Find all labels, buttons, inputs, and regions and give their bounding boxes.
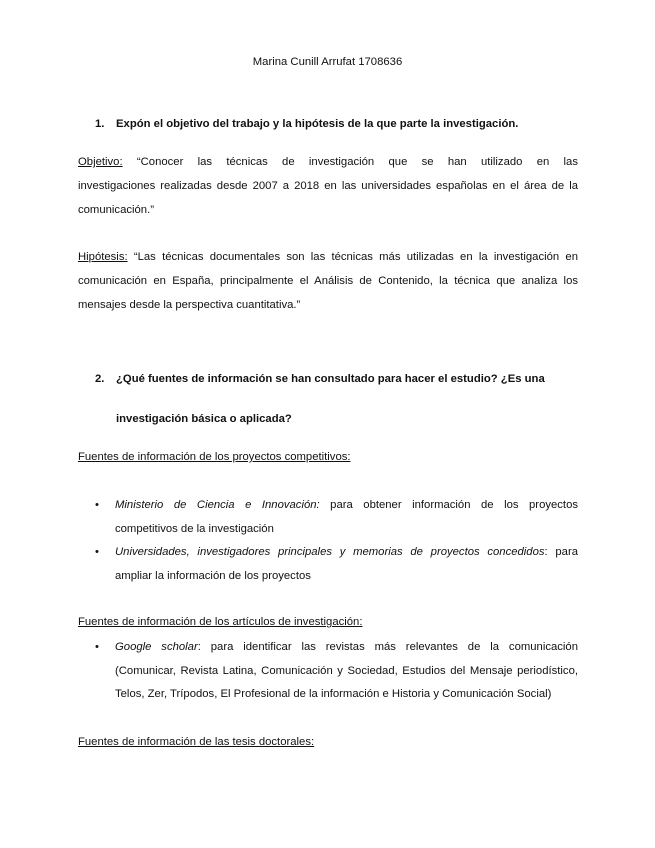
- objetivo-line-1: “Conocer las técnicas de investigación que se han utilizado en las: [136, 156, 578, 168]
- bullet-icon: •: [95, 641, 99, 653]
- bullet-source: Google scholar: [115, 641, 198, 653]
- question-2-line-1: ¿Qué fuentes de información se han consultado para hacer el estudio? ¿Es una: [116, 373, 545, 385]
- question-1-text: Expón el objetivo del trabajo y la hipótesis de la que parte la investigación.: [116, 118, 519, 130]
- question-2: [95, 373, 545, 385]
- bullet-icon: •: [95, 546, 99, 558]
- section-articulos-title: Fuentes de información de los artículos de investigación:: [78, 616, 363, 628]
- section-tesis-title: Fuentes de información de las tesis doctorales:: [78, 736, 315, 748]
- hipotesis-line-2: comunicación en España, principalmente el Análisis de Contenido, la técnica que analiza los: [78, 275, 578, 287]
- hipotesis-paragraph: [78, 245, 578, 317]
- hipotesis-line-3: mensajes desde la perspectiva cuantitativa.”: [78, 299, 301, 311]
- list-item: [95, 636, 578, 708]
- bullet-text-line-2: ampliar la información de los proyectos: [115, 569, 311, 582]
- objetivo-line-2: investigaciones realizadas desde 2007 a 2018 en las universidades españolas en el área de la: [78, 180, 578, 192]
- bullet-text: para obtener información de los proyectos: [319, 499, 578, 511]
- bullet-text-line-2: (Comunicar, Revista Latina, Comunicación y Sociedad, Estudios del Mensaje periodístico,: [115, 664, 578, 677]
- bullet-text: : para: [544, 546, 578, 558]
- objetivo-line-3: comunicación.”: [78, 204, 154, 216]
- question-2-line-2: investigación básica o aplicada?: [116, 413, 292, 425]
- bullet-text-line-2: competitivos de la investigación: [115, 522, 274, 535]
- list-item: [95, 494, 578, 542]
- objetivo-label: Objetivo:: [78, 156, 123, 168]
- bullet-source: Universidades, investigadores principales y memorias de proyectos concedidos: [115, 546, 545, 558]
- author-header: Marina Cunill Arrufat 1708636: [252, 56, 403, 68]
- bullet-source: Ministerio de Ciencia e Innovación:: [115, 499, 320, 511]
- bullet-text: : para identificar las revistas más relevantes de la comunicación: [197, 641, 579, 653]
- question-1: [95, 118, 518, 130]
- section-proyectos-title: Fuentes de información de los proyectos competitivos:: [78, 451, 351, 463]
- hipotesis-label: Hipótesis:: [78, 251, 128, 263]
- hipotesis-line-1: “Las técnicas documentales son las técnicas más utilizadas en la investigación en: [133, 251, 578, 263]
- bullet-text-line-3: Telos, Zer, Trípodos, El Profesional de la información e Historia y Comunicación Social): [115, 688, 552, 700]
- question-1-number: 1.: [95, 118, 105, 130]
- bullet-icon: •: [95, 499, 99, 511]
- question-2-number: 2.: [95, 373, 105, 385]
- objetivo-paragraph: [78, 150, 578, 222]
- list-item: [95, 541, 578, 589]
